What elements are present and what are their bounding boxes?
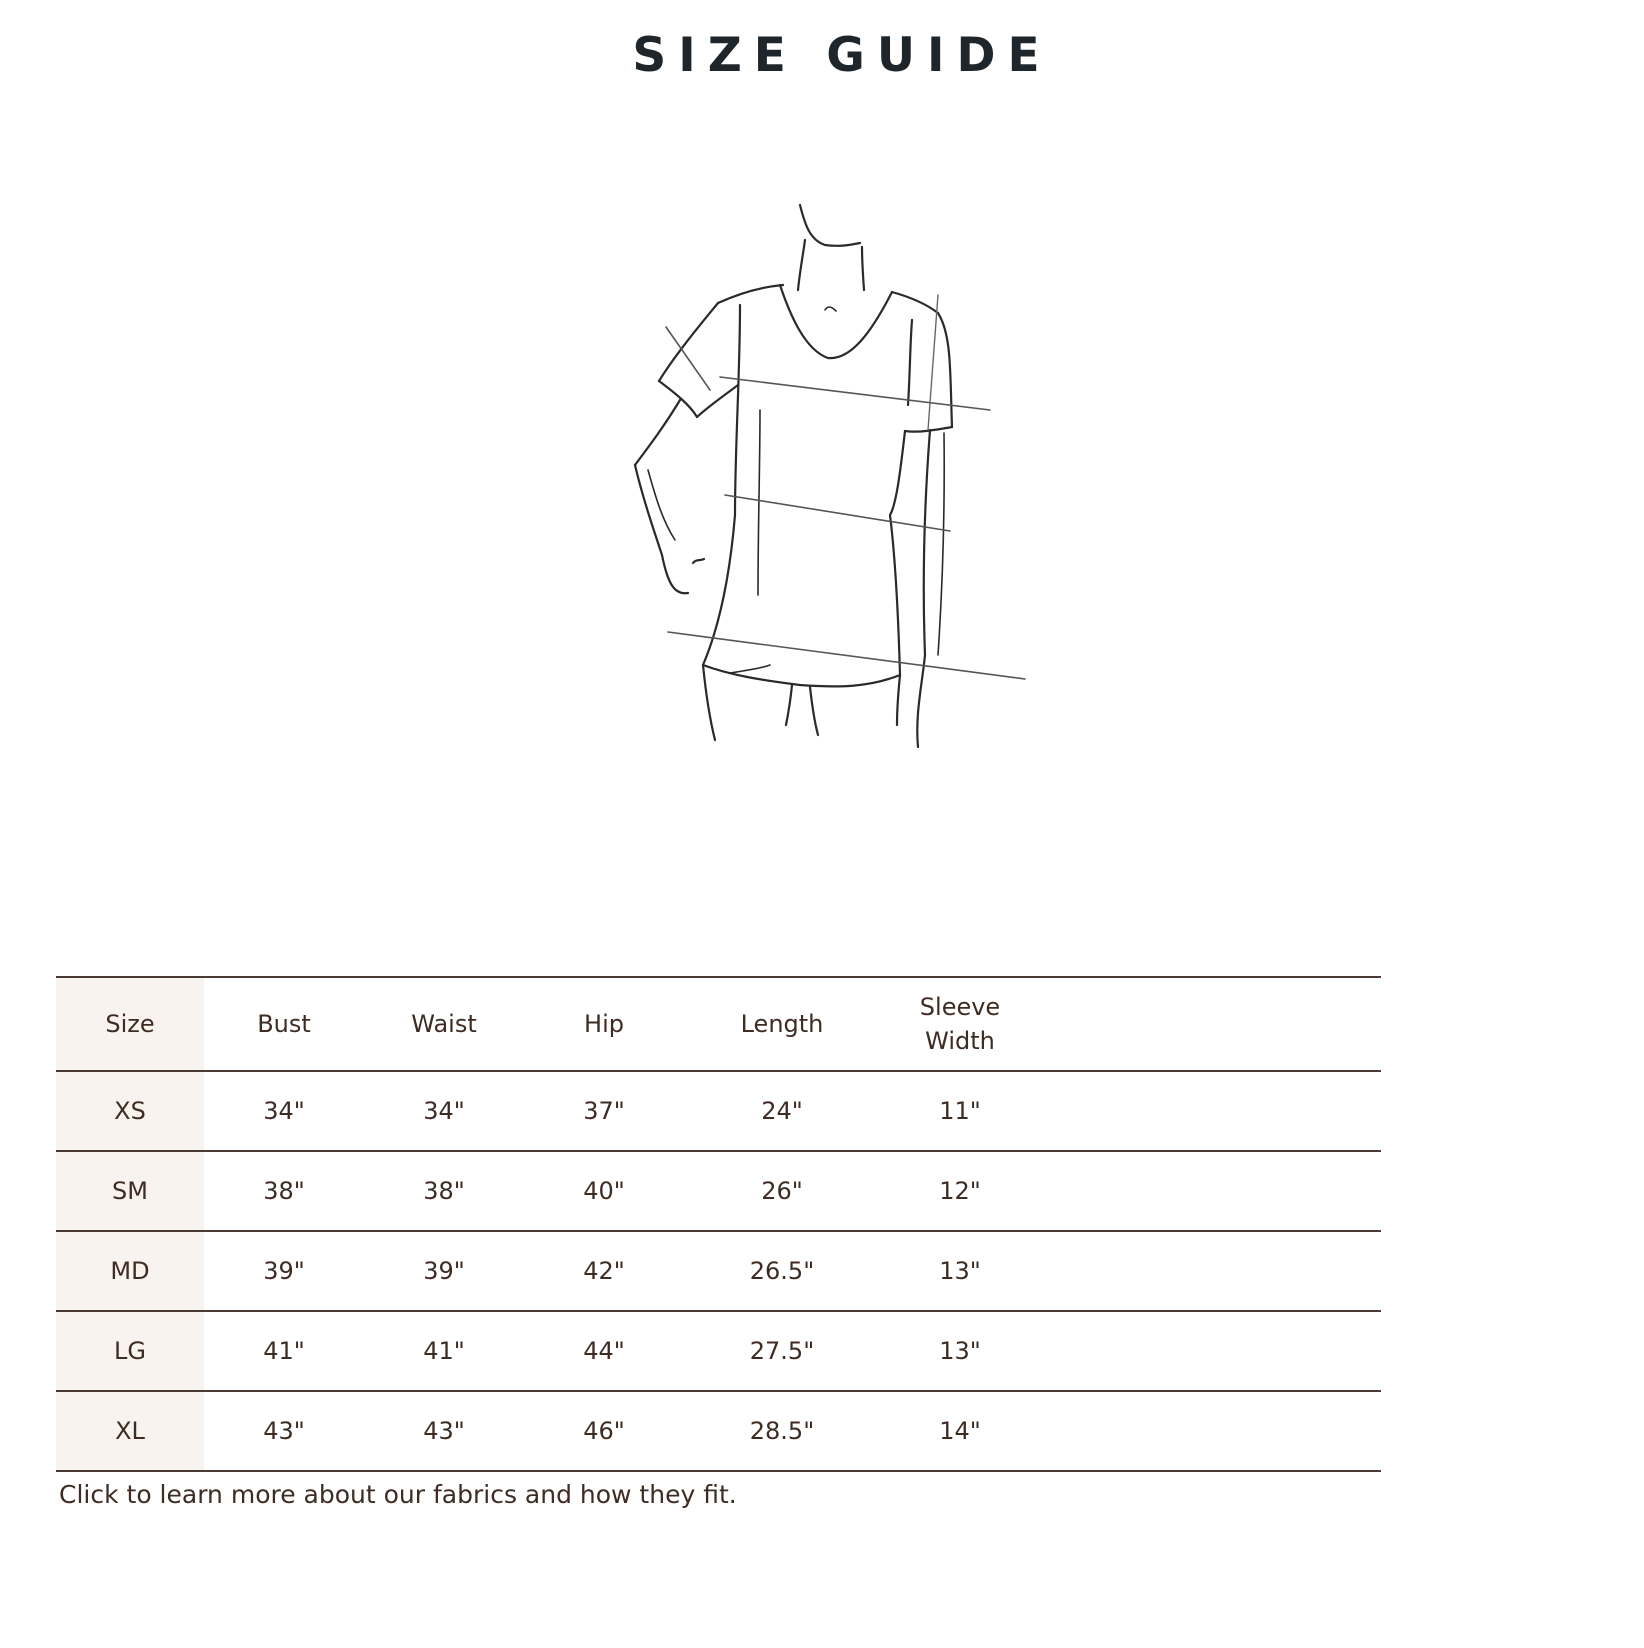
header-size: Size (56, 977, 204, 1071)
page-title: SIZE GUIDE (632, 28, 1052, 83)
cell-spacer (1040, 1231, 1381, 1311)
cell-hip: 37" (583, 1097, 625, 1125)
cell-waist: 43" (423, 1417, 465, 1445)
header-spacer (1040, 977, 1381, 1071)
header-length: Length (740, 1010, 824, 1038)
cell-sleeve: 13" (939, 1337, 981, 1365)
garment-measurement-illustration (600, 195, 1060, 795)
cell-length: 26" (761, 1177, 803, 1205)
cell-waist: 34" (423, 1097, 465, 1125)
cell-bust: 34" (263, 1097, 305, 1125)
header-sleeve-line2: Width (925, 1027, 995, 1055)
cell-length: 26.5" (749, 1257, 815, 1285)
cell-spacer (1040, 1071, 1381, 1151)
cell-size: LG (56, 1311, 204, 1391)
cell-size: XL (56, 1391, 204, 1471)
table-row (56, 1071, 1381, 1151)
cell-length: 27.5" (749, 1337, 815, 1365)
cell-waist: 41" (423, 1337, 465, 1365)
cell-size: XS (56, 1071, 204, 1151)
cell-spacer (1040, 1151, 1381, 1231)
cell-hip: 46" (583, 1417, 625, 1445)
cell-length: 28.5" (749, 1417, 815, 1445)
header-hip: Hip (584, 1010, 624, 1038)
cell-hip: 44" (583, 1337, 625, 1365)
cell-size: MD (56, 1231, 204, 1311)
cell-hip: 40" (583, 1177, 625, 1205)
cell-bust: 43" (263, 1417, 305, 1445)
table-row (56, 1151, 1381, 1231)
header-bust: Bust (257, 1010, 311, 1038)
cell-bust: 39" (263, 1257, 305, 1285)
header-sleeve-width (880, 977, 1040, 1071)
cell-spacer (1040, 1391, 1381, 1471)
cell-sleeve: 12" (939, 1177, 981, 1205)
cell-length: 24" (761, 1097, 803, 1125)
cell-waist: 38" (423, 1177, 465, 1205)
cell-bust: 41" (263, 1337, 305, 1365)
header-sleeve-line1: Sleeve (919, 993, 1001, 1021)
cell-size: SM (56, 1151, 204, 1231)
table-row (56, 1231, 1381, 1311)
cell-sleeve: 14" (939, 1417, 981, 1445)
fabrics-fit-link[interactable]: Click to learn more about our fabrics and how they fit. (59, 1480, 737, 1509)
cell-sleeve: 13" (939, 1257, 981, 1285)
cell-waist: 39" (423, 1257, 465, 1285)
size-chart-table (56, 976, 1381, 1472)
header-waist: Waist (411, 1010, 477, 1038)
cell-hip: 42" (583, 1257, 625, 1285)
cell-bust: 38" (263, 1177, 305, 1205)
table-row (56, 1391, 1381, 1471)
cell-spacer (1040, 1311, 1381, 1391)
table-row (56, 1311, 1381, 1391)
table-header-row (56, 977, 1381, 1071)
cell-sleeve: 11" (939, 1097, 981, 1125)
